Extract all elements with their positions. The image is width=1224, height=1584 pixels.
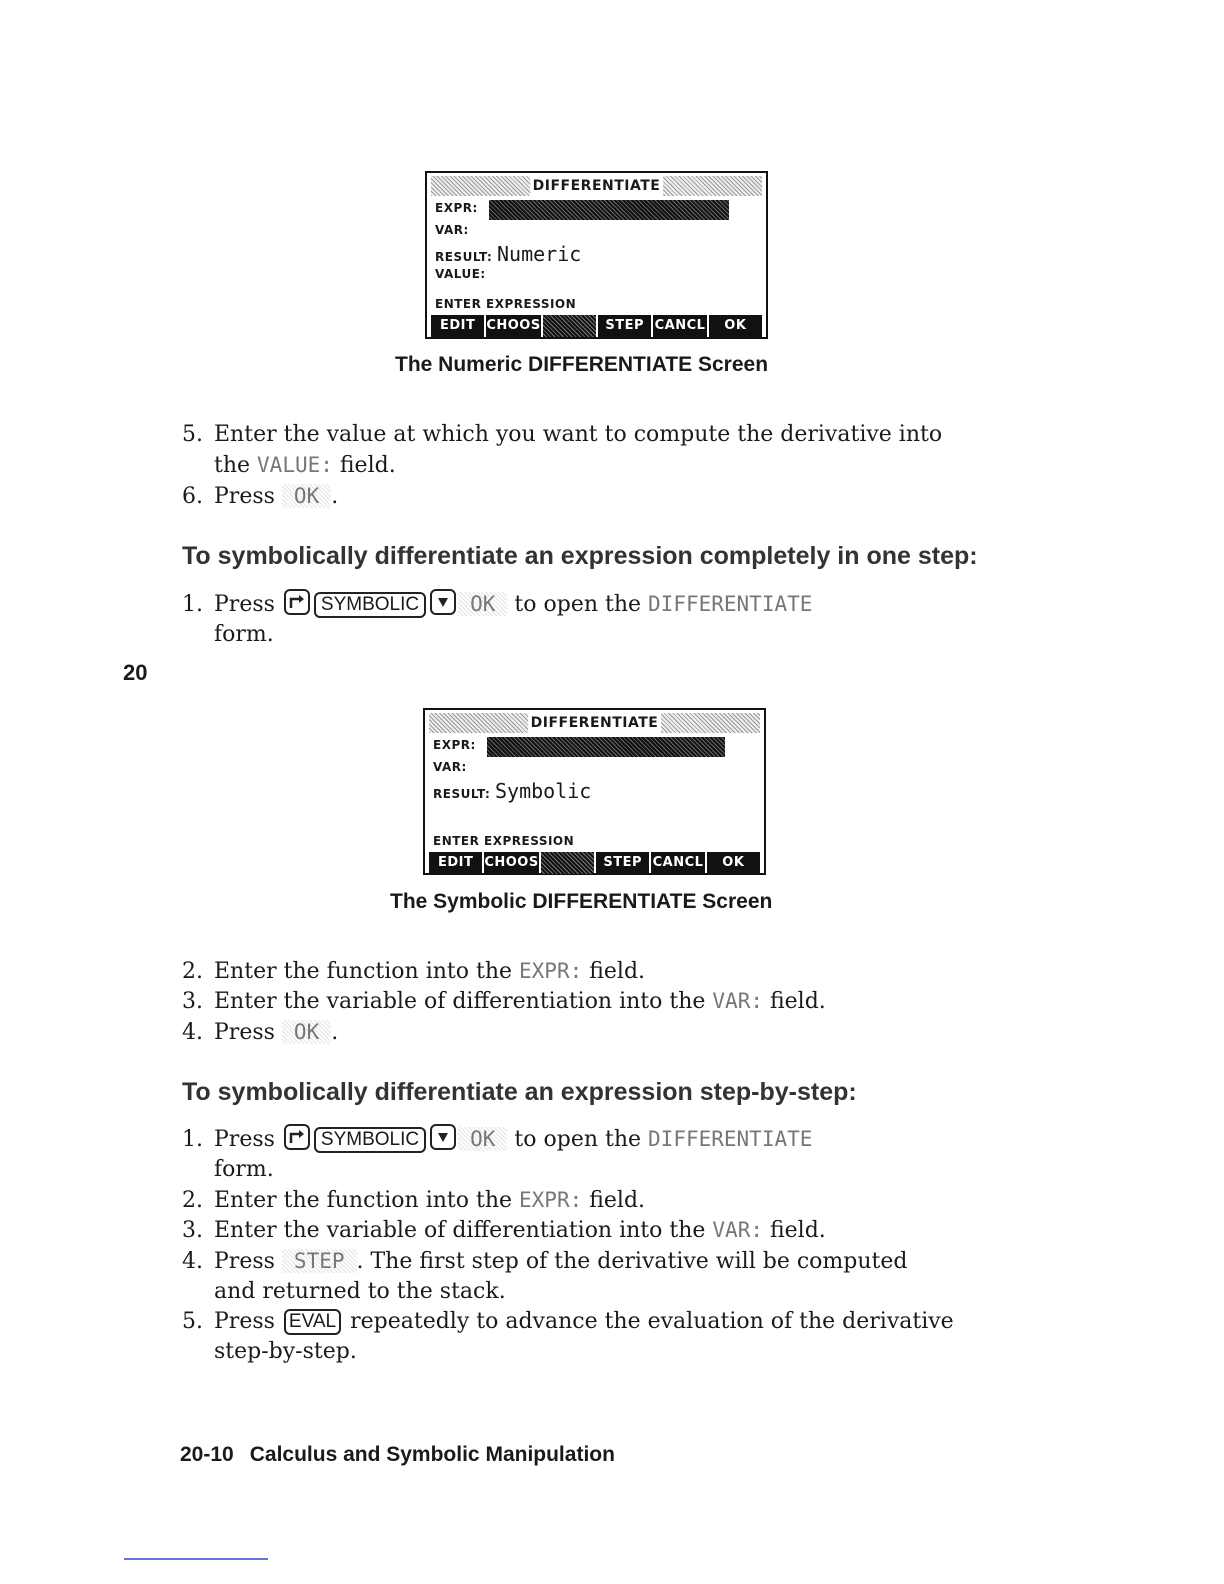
step-menu-key[interactable]: STEP: [282, 1249, 357, 1273]
ok-menu-key[interactable]: OK: [458, 592, 507, 616]
softkey-ok[interactable]: OK: [709, 315, 762, 337]
ok-menu-key[interactable]: OK: [458, 1127, 507, 1151]
softkey-choos[interactable]: CHOOS: [486, 315, 540, 337]
result-value[interactable]: Numeric: [497, 242, 582, 266]
softkey-step[interactable]: STEP: [598, 315, 651, 337]
caption-symbolic: The Symbolic DIFFERENTIATE Screen: [390, 890, 773, 913]
softkey-edit[interactable]: EDIT: [429, 852, 482, 874]
softkey-ok[interactable]: OK: [707, 852, 760, 874]
step-item: 2. Enter the function into the EXPR: field.: [182, 1188, 646, 1213]
step-item: 4. Press OK .: [182, 1020, 339, 1045]
form-name-ref: DIFFERENTIATE: [648, 1127, 813, 1151]
result-label: RESULT:: [433, 787, 491, 801]
screen-title-bar: [431, 176, 762, 196]
softkey-blank: [541, 852, 594, 874]
result-row: [433, 779, 591, 803]
step-item: 6. Press OK .: [182, 484, 339, 509]
expr-label: EXPR:: [435, 201, 478, 215]
step-item: 5. Press EVAL repeatedly to advance the evaluation of the derivative step-by-step.: [182, 1309, 954, 1364]
softkey-choos[interactable]: CHOOS: [484, 852, 538, 874]
step-item: 1. Press SYMBOLIC OK to open the DIFFERENTIATE form.: [182, 1124, 812, 1185]
step-item: 3. Enter the variable of differentiation into the VAR: field.: [182, 1218, 826, 1243]
page-number: 20-10: [180, 1443, 234, 1466]
softkey-cancl[interactable]: CANCL: [651, 852, 704, 874]
step-item: 3. Enter the variable of differentiation into the VAR: field.: [182, 989, 826, 1014]
chapter-side-number: 20: [123, 660, 148, 685]
result-value[interactable]: Symbolic: [495, 779, 592, 803]
caption-numeric: The Numeric DIFFERENTIATE Screen: [395, 353, 769, 376]
symbolic-key[interactable]: SYMBOLIC: [314, 592, 426, 618]
value-field-ref: VALUE:: [257, 453, 333, 477]
screen-title: DIFFERENTIATE: [530, 176, 664, 196]
page-footer: [180, 1443, 615, 1467]
var-field-ref: VAR:: [712, 989, 763, 1013]
screen-title: DIFFERENTIATE: [528, 713, 662, 733]
var-label: VAR:: [433, 760, 467, 774]
step-item: 4. Press STEP . The first step of the derivative will be computed and returned to the stack.: [182, 1249, 908, 1304]
softkey-bar: [429, 852, 760, 874]
right-shift-key-icon[interactable]: [284, 589, 310, 615]
expr-field-ref: EXPR:: [519, 1188, 583, 1212]
prompt-text: ENTER EXPRESSION: [433, 834, 575, 848]
ok-menu-key[interactable]: OK: [282, 484, 331, 508]
softkey-edit[interactable]: EDIT: [431, 315, 484, 337]
value-label: VALUE:: [435, 267, 486, 281]
softkey-cancl[interactable]: CANCL: [653, 315, 706, 337]
softkey-step[interactable]: STEP: [596, 852, 649, 874]
result-row: [435, 242, 581, 266]
screen-title-bar: [429, 713, 760, 733]
expr-field[interactable]: [489, 200, 729, 220]
form-name-ref: DIFFERENTIATE: [648, 592, 813, 616]
step-item: 1. Press SYMBOLIC OK to open the DIFFERENTIATE form.: [182, 589, 812, 650]
var-label: VAR:: [435, 223, 469, 237]
step-item: 5. Enter the value at which you want to compute the derivative into the VALUE: field.: [182, 422, 943, 478]
expr-label: EXPR:: [433, 738, 476, 752]
section-heading-step-by-step: To symbolically differentiate an expression step-by-step:: [182, 1078, 857, 1106]
step-item: 2. Enter the function into the EXPR: field.: [182, 959, 646, 984]
numeric-differentiate-screen: [425, 171, 768, 339]
down-arrow-key-icon[interactable]: [430, 589, 456, 615]
var-field-ref: VAR:: [712, 1218, 763, 1242]
softkey-blank: [543, 315, 596, 337]
expr-field-ref: EXPR:: [519, 959, 583, 983]
down-arrow-key-icon[interactable]: [430, 1124, 456, 1150]
ok-menu-key[interactable]: OK: [282, 1020, 331, 1044]
symbolic-differentiate-screen: [423, 708, 766, 875]
section-heading-one-step: To symbolically differentiate an expression completely in one step:: [182, 542, 978, 570]
softkey-bar: [431, 315, 762, 337]
bottom-rule: [124, 1558, 268, 1560]
symbolic-key[interactable]: SYMBOLIC: [314, 1127, 426, 1153]
right-shift-key-icon[interactable]: [284, 1124, 310, 1150]
chapter-title: Calculus and Symbolic Manipulation: [249, 1443, 615, 1466]
prompt-text: ENTER EXPRESSION: [435, 297, 577, 311]
eval-key[interactable]: EVAL: [284, 1309, 341, 1335]
expr-field[interactable]: [487, 737, 725, 757]
result-label: RESULT:: [435, 250, 493, 264]
